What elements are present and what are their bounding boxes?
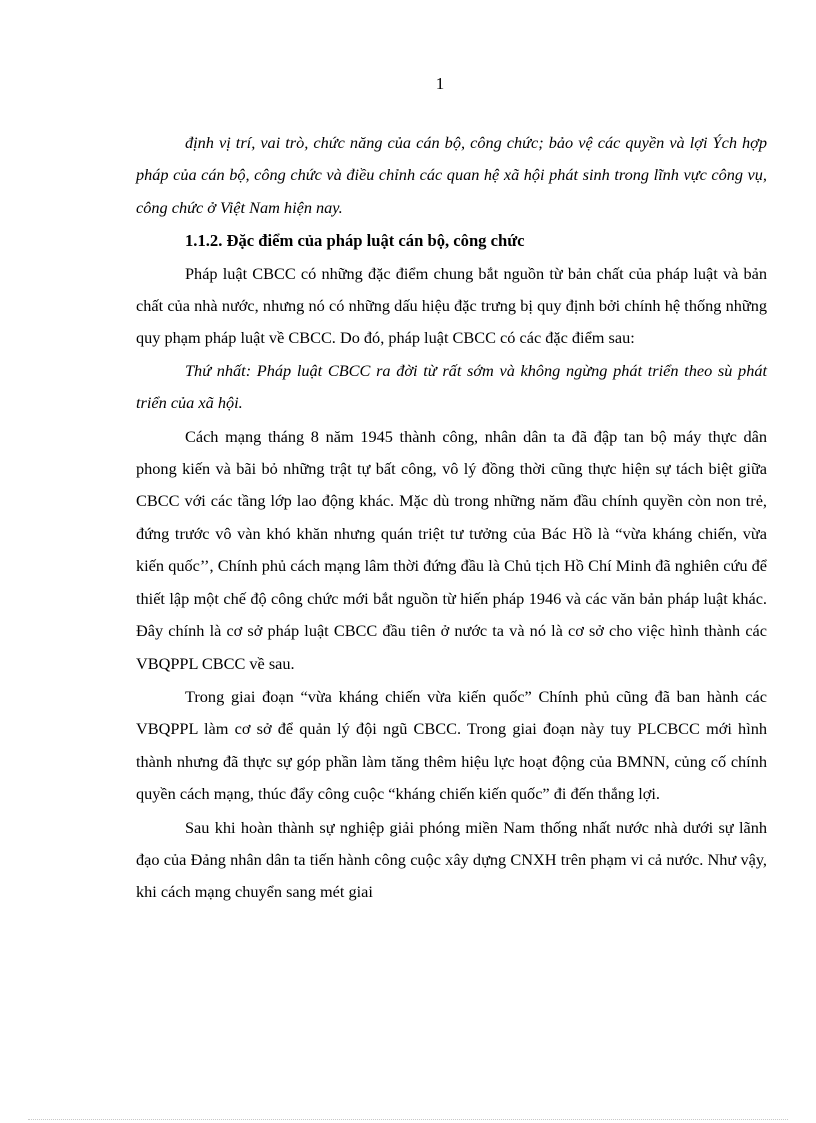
paragraph-continuation: định vị trí, vai trò, chức năng của cán bộ, công chức; bảo vệ các quyền và lợi Ých hợp pháp của cán bộ, công chức và điều chỉnh các quan hệ xã hội phát sinh trong lĩnh vực công vụ, công chức ở Việt Nam hiện nay. [136, 133, 767, 217]
paragraph-intro: Pháp luật CBCC có những đặc điểm chung bắt nguồn từ bản chất của pháp luật và bản chất của nhà nước, nhưng nó có những dấu hiệu đặc trưng bị quy định bởi chính hệ thống những quy phạm pháp luật về CBCC. Do đó, pháp luật CBCC có các đặc điểm sau: [136, 263, 767, 348]
paragraph-first-feature: Thứ nhất: Pháp luật CBCC ra đời từ rất sớm và không ngừng phát triển theo sù phát triển của xã hội. [136, 360, 767, 413]
paragraph-resistance: Trong giai đoạn “vừa kháng chiến vừa kiến quốc” Chính phủ cũng đã ban hành các VBQPPL làm cơ sở để quản lý đội ngũ CBCC. Trong giai đoạn này tuy PLCBCC mới hình thành nhưng đã thực sự góp phần làm tăng thêm hiệu lực hoạt động của BMNN, củng cố chính quyền cách mạng, thúc đẩy công cuộc “kháng chiến kiến quốc” đi đến thắng lợi. [136, 686, 767, 804]
page-number: 1 [435, 74, 445, 93]
body-text [136, 127, 767, 909]
paragraph-revolution: Cách mạng tháng 8 năm 1945 thành công, nhân dân ta đã đập tan bộ máy thực dân phong kiến và bãi bỏ những trật tự bất công, vô lý đồng thời cũng thực hiện sự tách biệt giữa CBCC với các tầng lớp lao động khác. Mặc dù trong những năm đầu chính quyền còn non trẻ, đứng trước vô vàn khó khăn nhưng quán triệt tư tưởng của Bác Hồ là “vừa kháng chiến, vừa kiến quốc’’, Chính phủ cách mạng lâm thời đứng đầu là Chủ tịch Hồ Chí Minh đã nghiên cứu để thiết lập một chế độ công chức mới bắt nguồn từ hiến pháp 1946 và các văn bản pháp luật khác. Đây chính là cơ sở pháp luật CBCC đầu tiên ở nước ta và nó là cơ sở cho việc hình thành các VBQPPL CBCC về sau. [136, 426, 767, 673]
section-heading: 1.1.2. Đặc điểm của pháp luật cán bộ, công chức [185, 231, 525, 251]
paragraph-liberation: Sau khi hoàn thành sự nghiệp giải phóng miền Nam thống nhất nước nhà dưới sự lãnh đạo của Đảng nhân dân ta tiến hành công cuộc xây dựng CNXH trên phạm vi cả nước. Như vậy, khi cách mạng chuyển sang mét giai [136, 817, 767, 902]
page-bottom-divider [28, 1119, 788, 1120]
